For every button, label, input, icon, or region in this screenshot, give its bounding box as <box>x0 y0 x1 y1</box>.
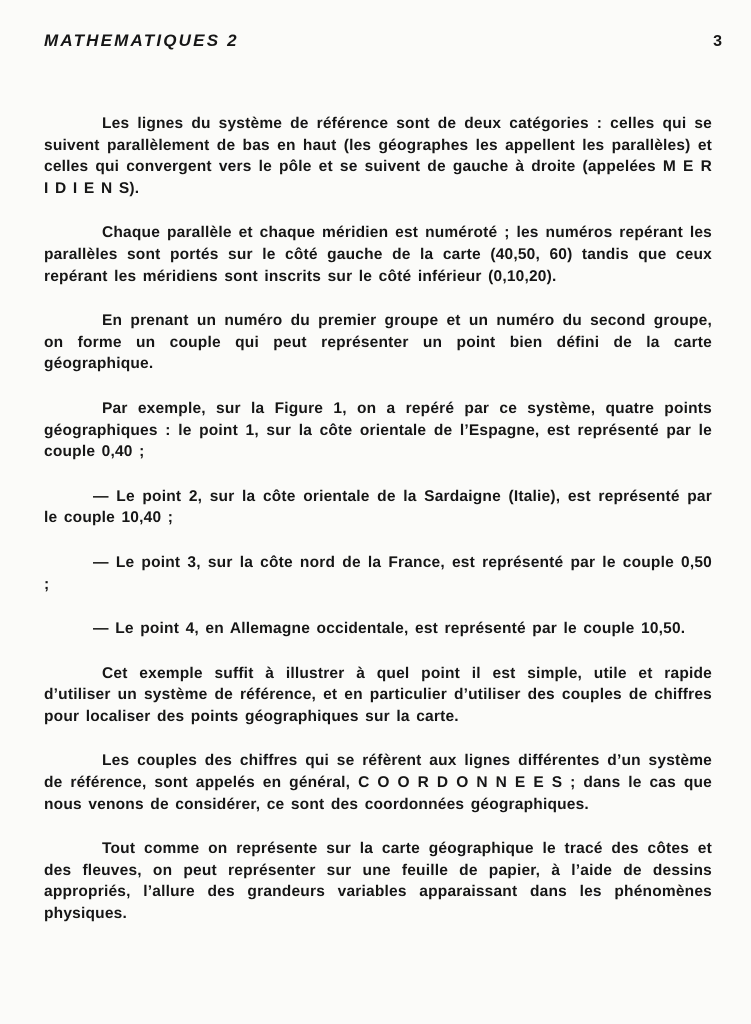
body-paragraph-8: Cet exemple suffit à illustrer à quel point il est simple, utile et rapide d’utiliser un système de référence, et en particulier d’utiliser des couples de chiffres pour localiser des points géographiques sur la carte. <box>44 664 712 725</box>
page-body <box>44 113 712 948</box>
page-header <box>44 31 722 51</box>
body-paragraph-10: Tout comme on représente sur la carte géographique le tracé des côtes et des fleuves, on peut représenter sur une feuille de papier, à l’aide de dessins appropriés, l’allure des grandeurs variables apparaissant dans les phénomènes physiques. <box>44 840 712 923</box>
running-head-title: MATHEMATIQUES 2 <box>44 31 239 50</box>
body-paragraph-3: En prenant un numéro du premier groupe et un numéro du second groupe, on forme un couple qui peut représenter un point bien défini de la carte géographique. <box>44 312 712 373</box>
body-paragraph-7-list-item: — Le point 4, en Allemagne occidentale, est représenté par le couple 10,50. <box>93 620 686 638</box>
body-paragraph-4: Par exemple, sur la Figure 1, on a repéré par ce système, quatre points géographiques : le point 1, sur la côte orientale de l’Espagne, est représenté par le couple 0,40 ; <box>44 399 712 461</box>
body-paragraph-6-list-item: — Le point 3, sur la côte nord de la France, est représenté par le couple 0,50 ; <box>44 553 712 593</box>
body-paragraph-5-list-item: — Le point 2, sur la côte orientale de la Sardaigne (Italie), est représenté par le couple 10,40 ; <box>44 487 712 527</box>
body-paragraph-2: Chaque parallèle et chaque méridien est numéroté ; les numéros repérant les parallèles sont portés sur le côté gauche de la carte (40,50, 60) tandis que ceux repérant les méridiens sont inscrits sur le côté inférieur (0,10,20). <box>44 224 712 285</box>
body-paragraph-9: Les couples des chiffres qui se réfèrent aux lignes différentes d’un système de référence, sont appelés en général, C O O R D O N N E E S ; dans le cas que nous venons de considérer, ce sont des coordonnées géographiques. <box>44 752 712 813</box>
page-number: 3 <box>713 33 722 50</box>
body-paragraph-1: Les lignes du système de référence sont de deux catégories : celles qui se suivent parallèlement de bas en haut (les géographes les appellent les parallèles) et celles qui convergent vers le pôle et se suivent de gauche à droite (appelées M E R I D I E N S). <box>44 115 712 197</box>
